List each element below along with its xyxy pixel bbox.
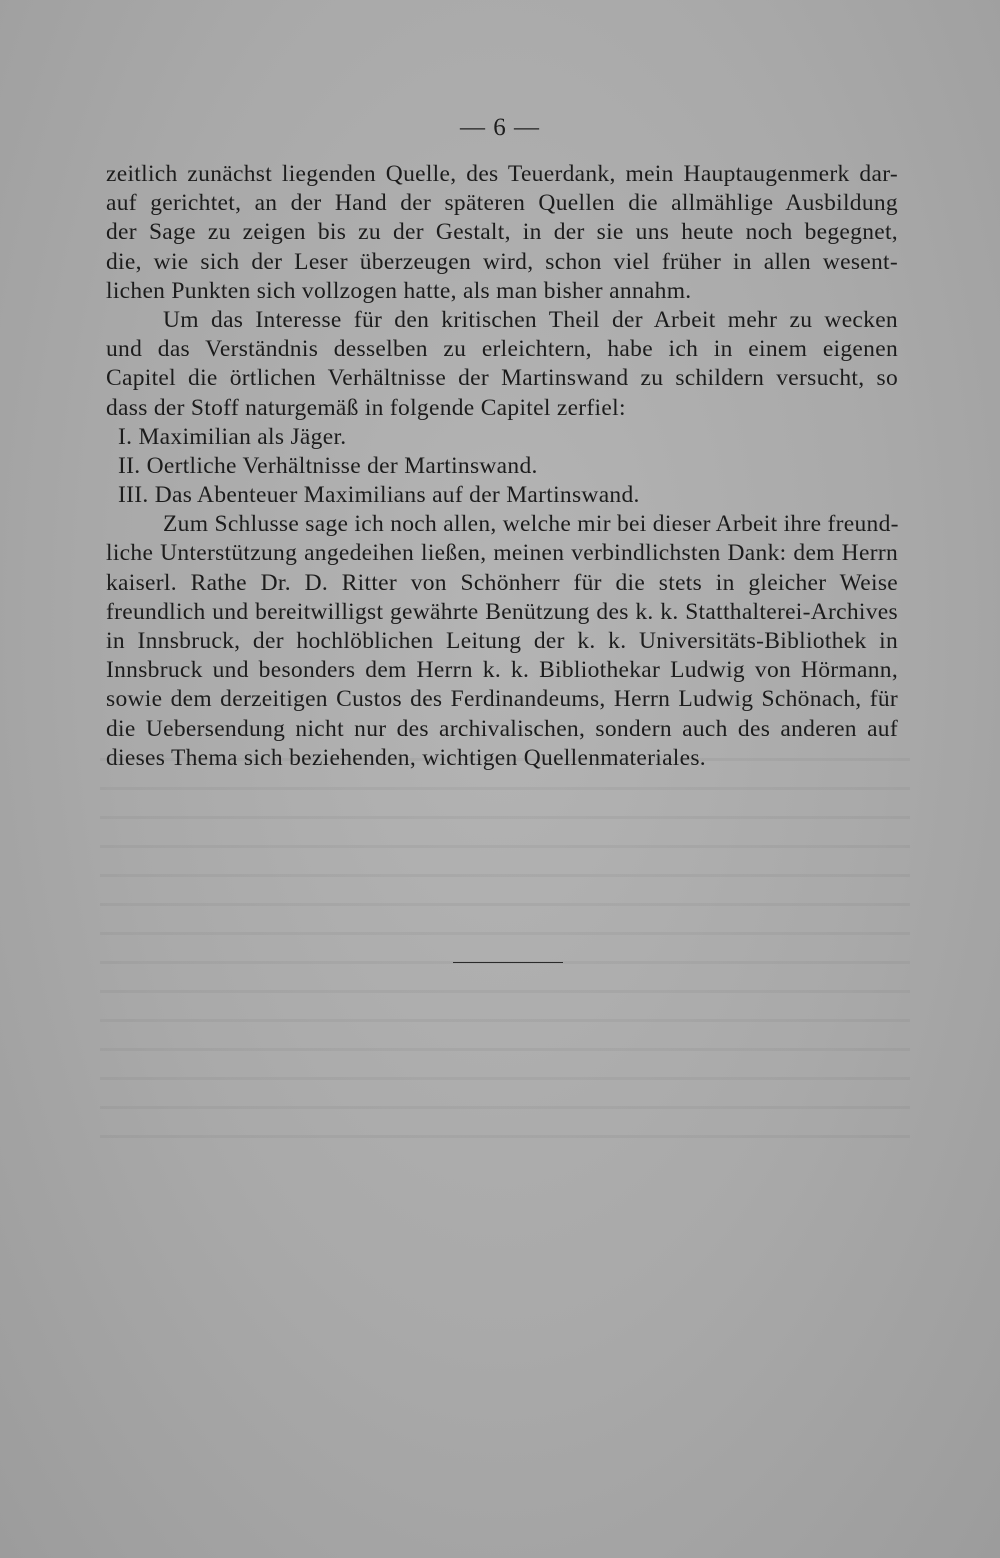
chapter-list-item: III. Das Abenteuer Maximilians auf der Martinswand. <box>118 482 640 509</box>
body-text <box>106 160 898 773</box>
text-line: lichen Punkten sich vollzogen hatte, als man bisher annahm. <box>106 277 692 304</box>
show-through-texture <box>100 740 910 1140</box>
section-divider <box>453 962 563 963</box>
text-line: der Sage zu zeigen bis zu der Gestalt, in der sie uns heute noch begegnet, <box>106 219 898 246</box>
text-line: Innsbruck und besonders dem Herrn k. k. Bibliothekar Ludwig von Hörmann, <box>106 657 898 684</box>
text-line: dass der Stoff naturgemäß in folgende Capitel zerfiel: <box>106 394 626 421</box>
text-line: in Innsbruck, der hochlöblichen Leitung der k. k. Universitäts-Bibliothek in <box>106 628 898 654</box>
text-line: dieses Thema sich beziehenden, wichtigen Quellenmateriales. <box>106 744 706 771</box>
text-line: zeitlich zunächst liegenden Quelle, des Teuerdank, mein Hauptaugenmerk dar- <box>106 161 898 187</box>
text-line: und das Verständnis desselben zu erleichtern, habe ich in einem eigenen <box>106 336 898 363</box>
text-line: sowie dem derzeitigen Custos des Ferdinandeums, Herrn Ludwig Schönach, für <box>106 686 898 713</box>
chapter-list-item: I. Maximilian als Jäger. <box>118 423 347 450</box>
text-line: kaiserl. Rathe Dr. D. Ritter von Schönherr für die stets in gleicher Weise <box>106 569 898 596</box>
text-line: auf gerichtet, an der Hand der späteren Quellen die allmählige Ausbildung <box>106 190 898 217</box>
chapter-list-item: II. Oertliche Verhältnisse der Martinswand. <box>118 452 538 479</box>
text-line: die, wie sich der Leser überzeugen wird, schon viel früher in allen wesent- <box>106 248 898 275</box>
text-line: Um das Interesse für den kritischen Theil der Arbeit mehr zu wecken <box>163 306 898 333</box>
text-line: die Uebersendung nicht nur des archivalischen, sondern auch des anderen auf <box>106 715 898 742</box>
page-number: — 6 — <box>460 114 540 141</box>
text-line: Capitel die örtlichen Verhältnisse der Martinswand zu schildern versucht, so <box>106 365 898 392</box>
text-line: liche Unterstützung angedeihen ließen, meinen verbindlichsten Dank: dem Herrn <box>106 540 898 567</box>
text-line: freundlich und bereitwilligst gewährte Benützung des k. k. Statthalterei-Archives <box>106 598 898 625</box>
text-line: Zum Schlusse sage ich noch allen, welche mir bei dieser Arbeit ihre freund- <box>163 511 899 538</box>
